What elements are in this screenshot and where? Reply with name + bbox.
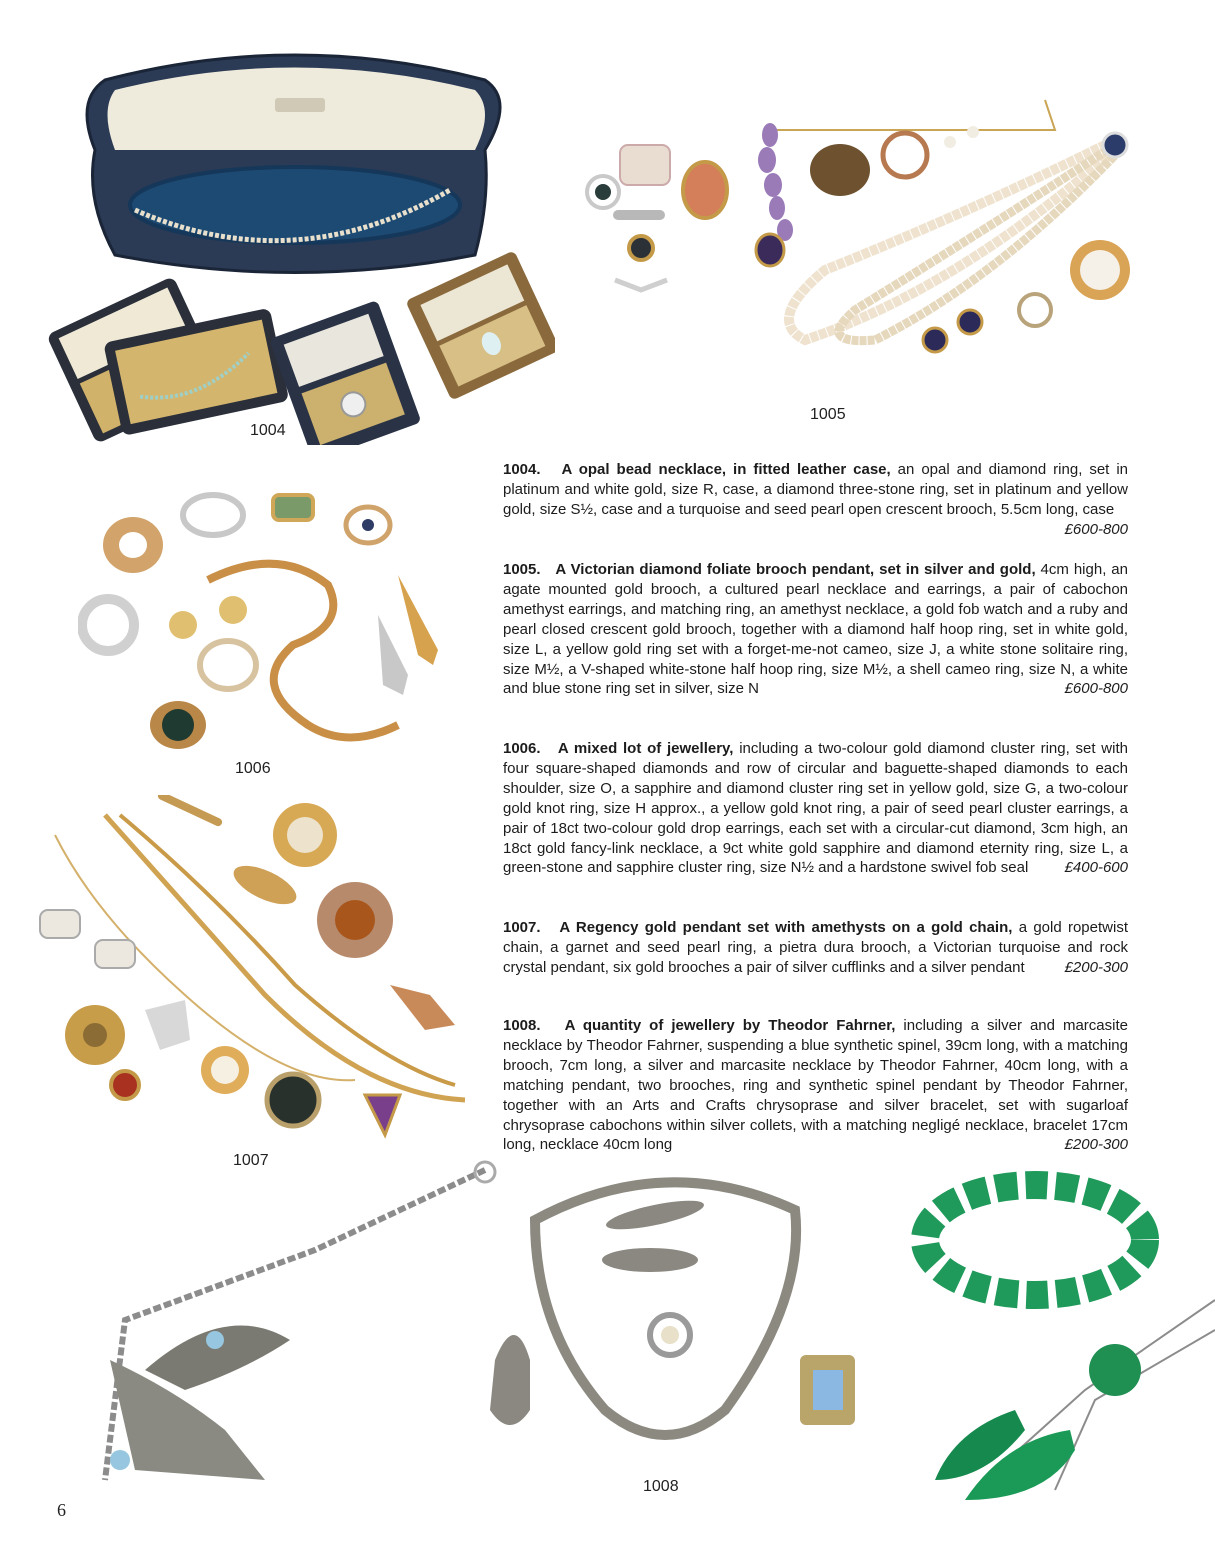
photo-lot-1006 <box>78 485 458 760</box>
lot-number: 1005. <box>503 561 541 578</box>
photo-lot-1004 <box>45 40 555 445</box>
lot-description: a gold ropetwist chain, a garnet and seed pearl ring, a pietra dura brooch, a Victorian turquoise and rock crystal pendant, six gold brooches a pair of silver cufflinks and a silver pendant <box>503 919 1128 976</box>
lot-1006 <box>503 739 1128 878</box>
lot-description: 4cm high, an agate mounted gold brooch, a cultured pearl necklace and earrings, a pair of cabochon amethyst earrings, and matching ring, an amethyst necklace, a gold fob watch and a ruby and pearl closed crescent gold brooch, together with a diamond half hoop ring, set in white gold, size L, a yellow gold ring set with a forget-me-not cameo, size J, a white stone solitaire ring, size M½, a V-shaped white-stone half hoop ring, size M½, a shell cameo ring, size N, a white and blue stone ring set in silver, size N <box>503 561 1128 698</box>
lot-1004 <box>503 460 1128 540</box>
lot-estimate: £600-800 <box>1064 680 1128 698</box>
page-number: 6 <box>57 1500 66 1520</box>
photo-lot-1005 <box>555 90 1150 370</box>
photo-lot-1008 <box>85 1160 1215 1500</box>
lot-title: A opal bead necklace, in fitted leather case, <box>561 461 891 478</box>
lot-description: including a two-colour gold diamond cluster ring, set with four square-shaped diamonds and row of circular and baguette-shaped diamonds to each shoulder, size O, a sapphire and diamond cluster ring set in yellow gold, size G, a two-colour gold knot ring, size H approx., a yellow gold knot ring, a pair of seed pearl cluster earrings, a pair of 18ct two-colour gold drop earrings, each set with a circular-cut diamond, 3cm high, an 18ct gold fancy-link necklace, a 9ct white gold sapphire and diamond eternity ring, size L, a green-stone and sapphire cluster ring, size N½ and a hardstone swivel fob seal <box>503 740 1128 877</box>
caption-1007: 1007 <box>233 1152 269 1169</box>
lot-estimate: £400-600 <box>1064 859 1128 877</box>
lot-number: 1008. <box>503 1017 541 1034</box>
caption-1004: 1004 <box>250 422 286 439</box>
lot-number: 1006. <box>503 740 541 757</box>
lot-number: 1004. <box>503 461 541 478</box>
lot-title: A quantity of jewellery by Theodor Fahrner, <box>564 1017 896 1034</box>
lot-description: an opal and diamond ring, set in platinum and white gold, size R, case, a diamond three-stone ring, set in platinum and yellow gold, size S½, case and a turquoise and seed pearl open crescent brooch, 5.5cm long, case <box>503 461 1128 518</box>
lot-1008 <box>503 1016 1128 1155</box>
caption-1006: 1006 <box>235 760 271 777</box>
lot-estimate: £200-300 <box>1064 958 1128 976</box>
lot-1007 <box>503 918 1128 978</box>
caption-1008: 1008 <box>643 1478 679 1495</box>
lot-estimate: £600-800 <box>1064 520 1128 538</box>
lot-description: including a silver and marcasite necklace by Theodor Fahrner, suspending a blue synthetic spinel, 39cm long, with a matching brooch, 7cm long, a silver and marcasite necklace by Theodor Fahrner, 40cm long, with a matching pendant, two brooches, ring and synthetic spinel pendant by Theodor Fahrner, together with an Arts and Crafts chrysoprase and silver bracelet, set with sugarloaf chrysoprase cabochons within silver collets, with a matching negligé necklace, bracelet 17cm long, necklace 40cm long <box>503 1017 1128 1154</box>
lot-number: 1007. <box>503 919 541 936</box>
caption-1005: 1005 <box>810 406 846 423</box>
lot-estimate: £200-300 <box>1064 1136 1128 1154</box>
lot-1005 <box>503 560 1128 699</box>
photo-lot-1007 <box>35 795 470 1150</box>
lot-title: A mixed lot of jewellery, <box>557 740 734 757</box>
lot-title: A Regency gold pendant set with amethysts on a gold chain, <box>559 919 1013 936</box>
lot-title: A Victorian diamond foliate brooch pendant, set in silver and gold, <box>555 561 1036 578</box>
